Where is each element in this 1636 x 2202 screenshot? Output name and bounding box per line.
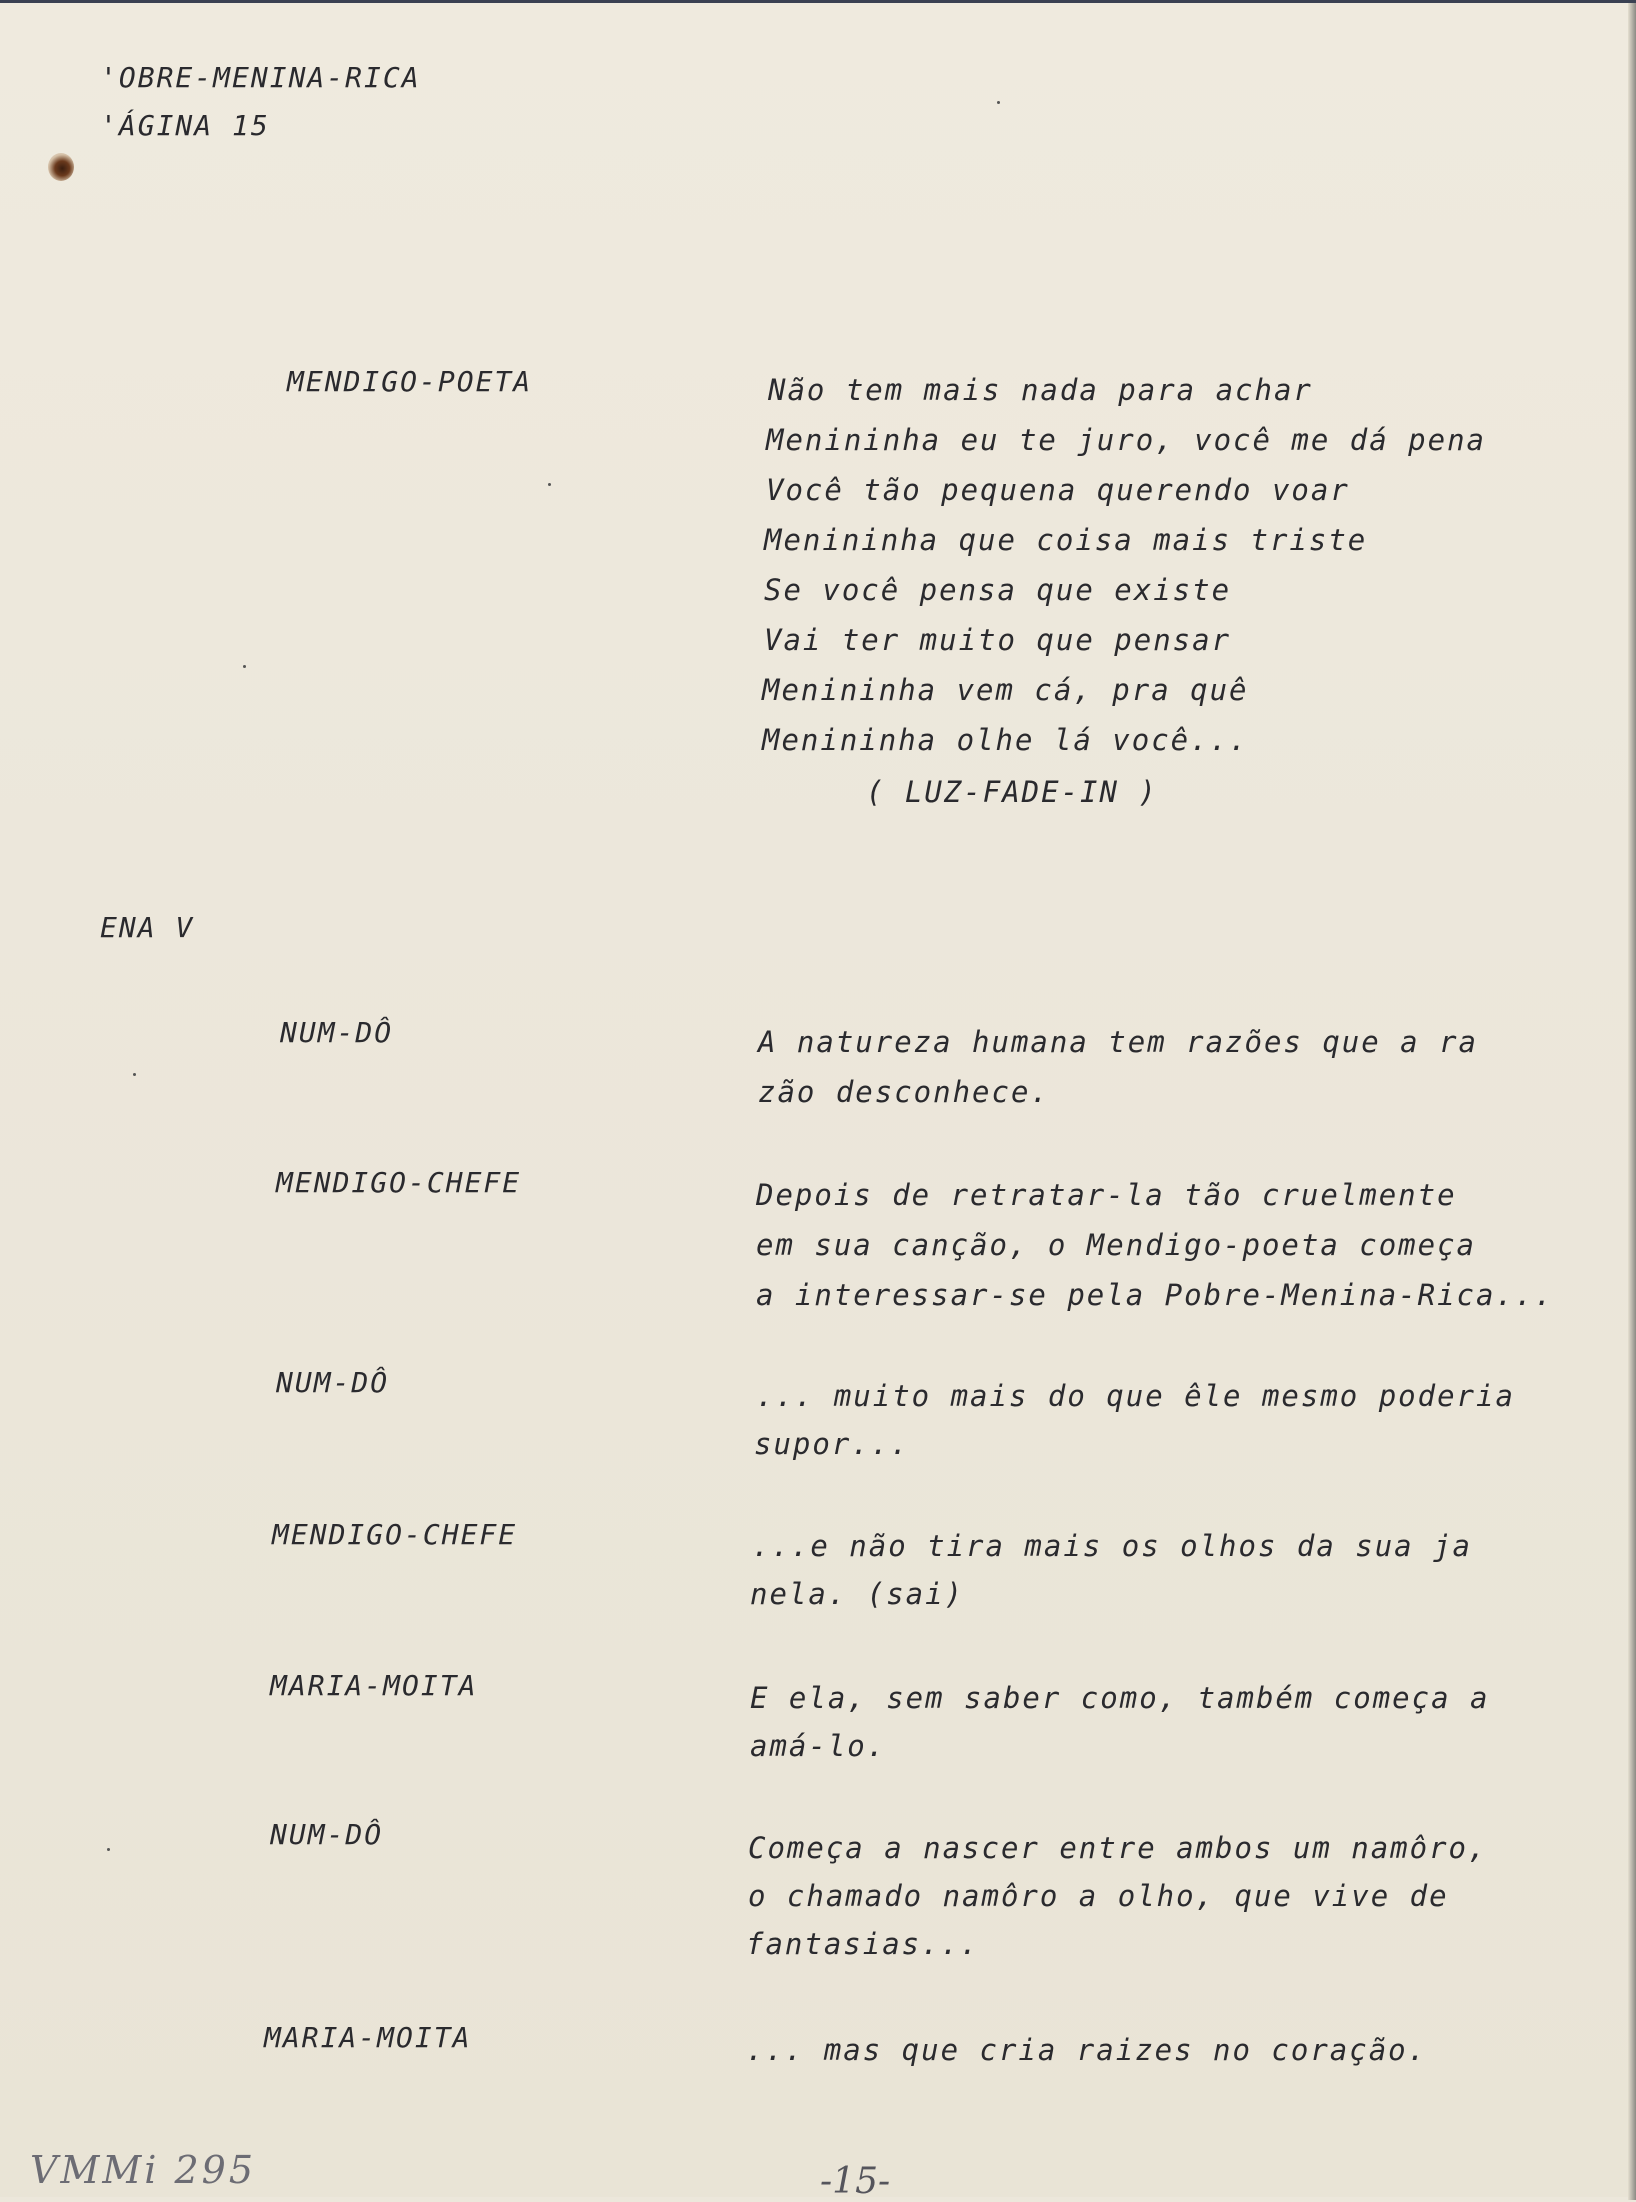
speaker-name: NUM-DÔ <box>276 1366 390 1399</box>
lyric-line: Você tão pequena querendo voar <box>766 473 1350 507</box>
speck <box>107 1848 110 1851</box>
speaker-name: NUM-DÔ <box>280 1016 394 1049</box>
dialogue-line: zão desconhece. <box>758 1075 1050 1109</box>
speck <box>133 1073 136 1076</box>
page-number: -15- <box>820 2161 891 2202</box>
lyric-line: Vai ter muito que pensar <box>764 623 1232 657</box>
lyric-line: Menininha que coisa mais triste <box>764 523 1368 557</box>
speck <box>548 483 551 486</box>
speaker-name: MARIA-MOITA <box>270 1669 478 1702</box>
dialogue-line: ... muito mais do que êle mesmo poderia <box>756 1379 1515 1413</box>
lyric-line: Menininha olhe lá você... <box>762 723 1249 757</box>
script-title: 'OBRE-MENINA-RICA <box>100 61 421 94</box>
dialogue-line: o chamado namôro a olho, que vive de <box>748 1879 1449 1913</box>
speaker-name: MENDIGO-POETA <box>287 365 533 398</box>
dialogue-line: nela. (sai) <box>750 1577 965 1611</box>
speaker-name: MENDIGO-CHEFE <box>276 1166 522 1199</box>
stage-direction: ( LUZ-FADE-IN ) <box>866 775 1158 809</box>
dialogue-line: ...e não tira mais os olhos da sua ja <box>752 1529 1473 1563</box>
dialogue-line: Começa a nascer entre ambos um namôro, <box>748 1831 1488 1865</box>
speaker-name: MENDIGO-CHEFE <box>272 1518 518 1551</box>
dialogue-line: fantasias... <box>746 1927 980 1961</box>
lyric-line: Não tem mais nada para achar <box>768 373 1313 407</box>
dialogue-line: A natureza humana tem razões que a ra <box>758 1025 1479 1059</box>
lyric-line: Se você pensa que existe <box>764 573 1232 607</box>
dialogue-line: em sua canção, o Mendigo-poeta começa <box>756 1228 1477 1262</box>
page-label: 'ÁGINA 15 <box>100 109 270 142</box>
speck <box>243 665 246 668</box>
dialogue-line: a interessar-se pela Pobre-Menina-Rica... <box>756 1278 1554 1312</box>
dialogue-line: E ela, sem saber como, também começa a <box>750 1681 1490 1715</box>
ink-stain <box>48 153 74 181</box>
dialogue-line: ... mas que cria raizes no coração. <box>746 2033 1428 2067</box>
speck <box>997 101 1000 104</box>
lyric-line: Menininha vem cá, pra quê <box>762 673 1249 707</box>
speaker-name: NUM-DÔ <box>270 1818 384 1851</box>
speaker-name: MARIA-MOITA <box>264 2021 472 2054</box>
scene-heading: ENA V <box>100 911 195 944</box>
dialogue-line: supor... <box>754 1427 910 1461</box>
dialogue-line: Depois de retratar-la tão cruelmente <box>756 1178 1457 1212</box>
lyric-line: Menininha eu te juro, você me dá pena <box>766 423 1487 457</box>
page-edge <box>1628 3 1636 2200</box>
archive-handwritten-note: VMMi 295 <box>30 2148 257 2192</box>
dialogue-line: amá-lo. <box>750 1729 887 1763</box>
